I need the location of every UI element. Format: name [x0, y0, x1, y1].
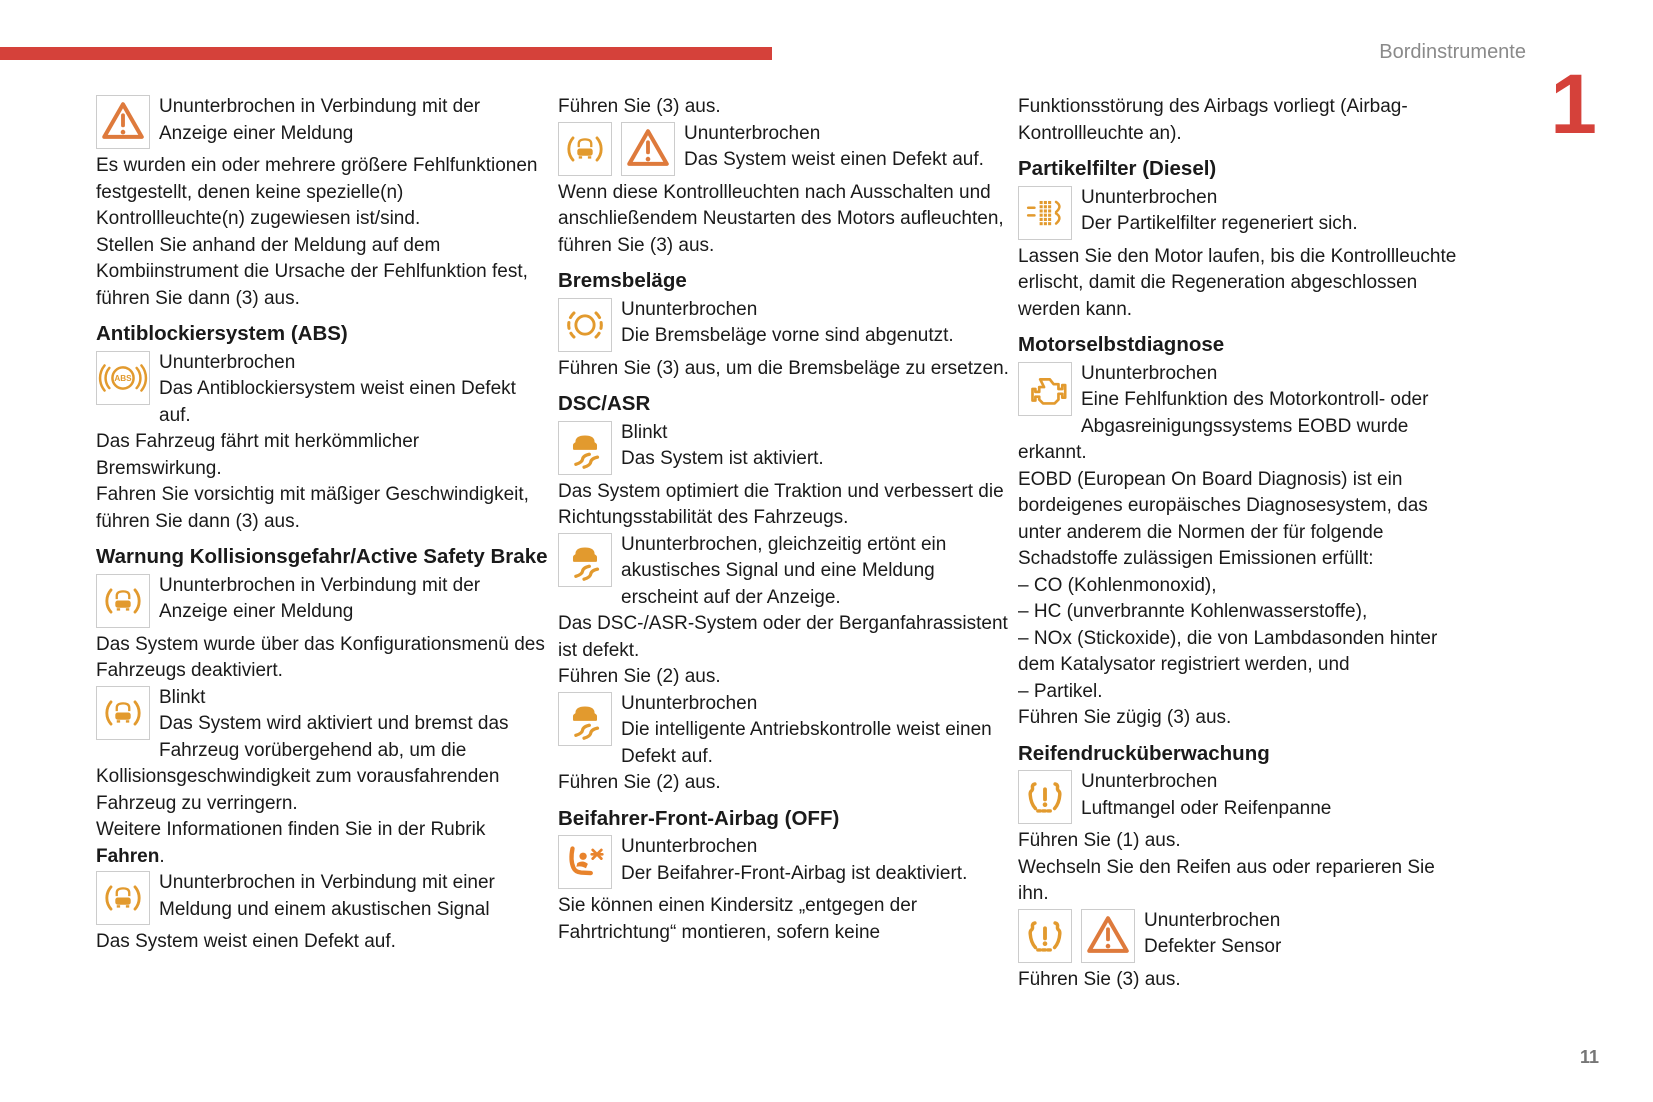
section-heading-active-safety-brake: Warnung Kollisionsgefahr/Active Safety Brake	[96, 545, 548, 568]
engine-diagnosis-entry	[1018, 361, 1470, 467]
warning-triangle-icon	[1081, 909, 1135, 963]
body-text: Funktionsstörung des Airbags vorliegt (Airbag-Kontrollleuchte an).	[1018, 96, 1408, 144]
indicator-state-text: Blinkt	[159, 686, 206, 708]
indicator-state-text: Ununterbrochen in Verbindung mit einer Meldung und einem akustischen Signal	[159, 872, 495, 920]
indicator-meaning-text: Die intelligente Antriebskontrolle weist einen Defekt auf.	[621, 719, 992, 767]
page-number: 11	[1579, 1047, 1599, 1067]
dsc-asr-entry	[558, 532, 1010, 612]
chapter-number: 1	[1550, 57, 1595, 151]
tpms-icon	[1018, 909, 1072, 963]
dsc-asr-entry	[558, 691, 1010, 771]
passenger-airbag-off-entry	[558, 834, 1010, 887]
indicator-meaning-text: Luftmangel oder Reifenpanne	[1081, 797, 1332, 819]
warning-triangle-icon	[96, 95, 150, 149]
section-heading-reifendruck: Reifendrucküberwachung	[1018, 741, 1270, 765]
body-text: Führen Sie (1) aus.	[1018, 830, 1181, 851]
indicator-meaning-text: Die Bremsbeläge vorne sind abgenutzt.	[621, 325, 954, 346]
body-text: Führen Sie zügig (3) aus.	[1018, 707, 1232, 728]
active-safety-brake-entry	[96, 573, 548, 626]
active-safety-brake-entry	[96, 870, 548, 956]
indicator-state-text: Ununterbrochen, gleichzeitig ertönt ein akustisches Signal und eine Meldung erscheint auf der Anzeige.	[621, 533, 947, 608]
section-heading-dsc-asr: DSC/ASR	[558, 392, 651, 415]
indicator-state-text: Ununterbrochen	[1144, 909, 1281, 931]
active-safety-brake-icon	[96, 574, 150, 628]
section-heading-partikelfilter: Partikelfilter (Diesel)	[1018, 157, 1217, 180]
body-text: Das System wurde über das Konfigurationsmenü des Fahrzeugs deaktiviert.	[96, 633, 545, 681]
list-item: – Partikel.	[1018, 680, 1103, 702]
indicator-state-text: Ununterbrochen	[621, 298, 758, 320]
check-engine-icon	[1018, 362, 1072, 416]
indicator-meaning-text: Defekter Sensor	[1144, 936, 1282, 957]
active-safety-brake-icon	[96, 871, 150, 925]
rubrik-fahren-reference: Fahren	[96, 845, 160, 867]
page-header-title: Bordinstrumente	[1379, 41, 1526, 63]
body-text: Es wurden ein oder mehrere größere Fehlfunktionen festgestellt, denen keine spezielle(n) Kontrollleuchte(n) zugewiesen ist/sind.	[96, 155, 538, 229]
tpms-entry	[1018, 769, 1470, 822]
section-heading-motorselbstdiagnose: Motorselbstdiagnose	[1018, 333, 1225, 356]
particle-filter-icon	[1018, 186, 1072, 240]
warning-triangle-icon	[621, 122, 675, 176]
abs-icon	[96, 351, 150, 405]
body-text: .	[159, 845, 165, 867]
body-text: EOBD (European On Board Diagnosis) ist ein bordeigenes europäisches Diagnosesystem, das unter anderem die Normen der für folgende Schadstoffe zulässigen Emissionen erfüllt:	[1018, 468, 1428, 569]
active-safety-brake-icon	[96, 686, 150, 740]
section-heading-abs: Antiblockiersystem (ABS)	[96, 322, 348, 345]
indicator-state-text: Ununterbrochen	[1081, 186, 1218, 208]
section-heading-beifahrer-airbag: Beifahrer-Front-Airbag (OFF)	[558, 806, 840, 830]
body-text: Führen Sie (2) aus.	[558, 772, 721, 793]
abs-entry	[96, 350, 548, 430]
body-text: Wechseln Sie den Reifen aus oder reparieren Sie ihn.	[1018, 856, 1435, 904]
dsc-asr-icon	[558, 421, 612, 475]
indicator-state-text: Ununterbrochen	[159, 351, 296, 373]
indicator-state-text: Ununterbrochen	[621, 836, 758, 857]
dsc-asr-icon	[558, 533, 612, 587]
body-text: Sie können einen Kindersitz „entgegen der Fahrtrichtung“ montieren, sofern keine	[558, 895, 918, 943]
tpms-icon	[1018, 770, 1072, 824]
body-text: Das Fahrzeug fährt mit herkömmlicher Bremswirkung.	[96, 431, 420, 479]
particle-filter-entry	[1018, 185, 1470, 238]
section-heading-bremsbelaege: Bremsbeläge	[558, 269, 687, 292]
brake-pads-entry	[558, 297, 1010, 350]
tpms-sensor-defect-entry	[1018, 908, 1470, 961]
active-safety-brake-icon	[558, 122, 612, 176]
airbag-off-icon	[558, 835, 612, 889]
body-text	[96, 817, 548, 870]
general-warning-entry	[96, 94, 548, 147]
asb-defect-entry	[558, 121, 1010, 174]
body-text: Fahren Sie vorsichtig mit mäßiger Geschwindigkeit, führen Sie dann (3) aus.	[96, 484, 529, 532]
indicator-meaning-text: Das System weist einen Defekt auf.	[684, 149, 984, 170]
indicator-state-text: Ununterbrochen	[1081, 771, 1218, 792]
indicator-meaning-text: Das System ist aktiviert.	[621, 448, 824, 469]
column-left	[96, 94, 548, 956]
indicator-meaning-text: Eine Fehlfunktion des Motorkontroll- oder Abgasreinigungssystems EOBD wurde erkannt.	[1018, 389, 1429, 463]
list-item: – HC (unverbrannte Kohlenwasserstoffe),	[1018, 601, 1368, 622]
active-safety-brake-entry	[96, 685, 548, 818]
body-text: Führen Sie (3) aus.	[1018, 968, 1181, 990]
body-text: Stellen Sie anhand der Meldung auf dem Kombiinstrument die Ursache der Fehlfunktion fest, führen Sie dann (3) aus.	[96, 234, 528, 309]
indicator-meaning-text: Das System weist einen Defekt auf.	[96, 931, 396, 952]
body-text: Lassen Sie den Motor laufen, bis die Kontrollleuchte erlischt, damit die Regeneration abgeschlossen werden kann.	[1018, 245, 1457, 320]
brake-pads-icon	[558, 298, 612, 352]
list-item: – CO (Kohlenmonoxid),	[1018, 574, 1217, 596]
indicator-meaning-text: Das System wird aktiviert und bremst das Fahrzeug vorübergehend ab, um die Kollisionsgeschwindigkeit zum vorausfahrenden Fahrzeug zu verringern.	[96, 713, 509, 814]
indicator-state-text: Blinkt	[621, 421, 668, 443]
indicator-state-text: Ununterbrochen in Verbindung mit der Anzeige einer Meldung	[159, 96, 481, 144]
body-text: Führen Sie (3) aus, um die Bremsbeläge zu ersetzen.	[558, 357, 1009, 379]
column-middle	[558, 94, 1010, 946]
indicator-state-text: Ununterbrochen in Verbindung mit der Anzeige einer Meldung	[159, 574, 481, 622]
chapter-accent-bar	[0, 47, 772, 60]
body-text: Das DSC-/ASR-System oder der Berganfahrassistent ist defekt.	[558, 613, 1008, 661]
body-text: Das System optimiert die Traktion und verbessert die Richtungsstabilität des Fahrzeugs.	[558, 480, 1004, 528]
dsc-asr-icon	[558, 692, 612, 746]
indicator-state-text: Ununterbrochen	[684, 122, 821, 144]
indicator-meaning-text: Der Beifahrer-Front-Airbag ist deaktiviert.	[621, 862, 968, 884]
indicator-state-text: Ununterbrochen	[621, 692, 758, 714]
indicator-state-text: Ununterbrochen	[1081, 362, 1218, 384]
indicator-meaning-text: Das Antiblockiersystem weist einen Defekt auf.	[159, 378, 516, 426]
body-text: Führen Sie (2) aus.	[558, 666, 721, 687]
body-text: Führen Sie (3) aus.	[558, 96, 721, 117]
column-right	[1018, 94, 1470, 993]
body-text: Weitere Informationen finden Sie in der Rubrik	[96, 819, 486, 840]
indicator-meaning-text: Der Partikelfilter regeneriert sich.	[1081, 213, 1358, 234]
dsc-asr-entry	[558, 420, 1010, 473]
body-text: Wenn diese Kontrollleuchten nach Ausschalten und anschließendem Neustarten des Motors aufleuchten, führen Sie (3) aus.	[558, 181, 1004, 256]
list-item: – NOx (Stickoxide), die von Lambdasonden hinter dem Katalysator registriert werden, und	[1018, 627, 1438, 675]
